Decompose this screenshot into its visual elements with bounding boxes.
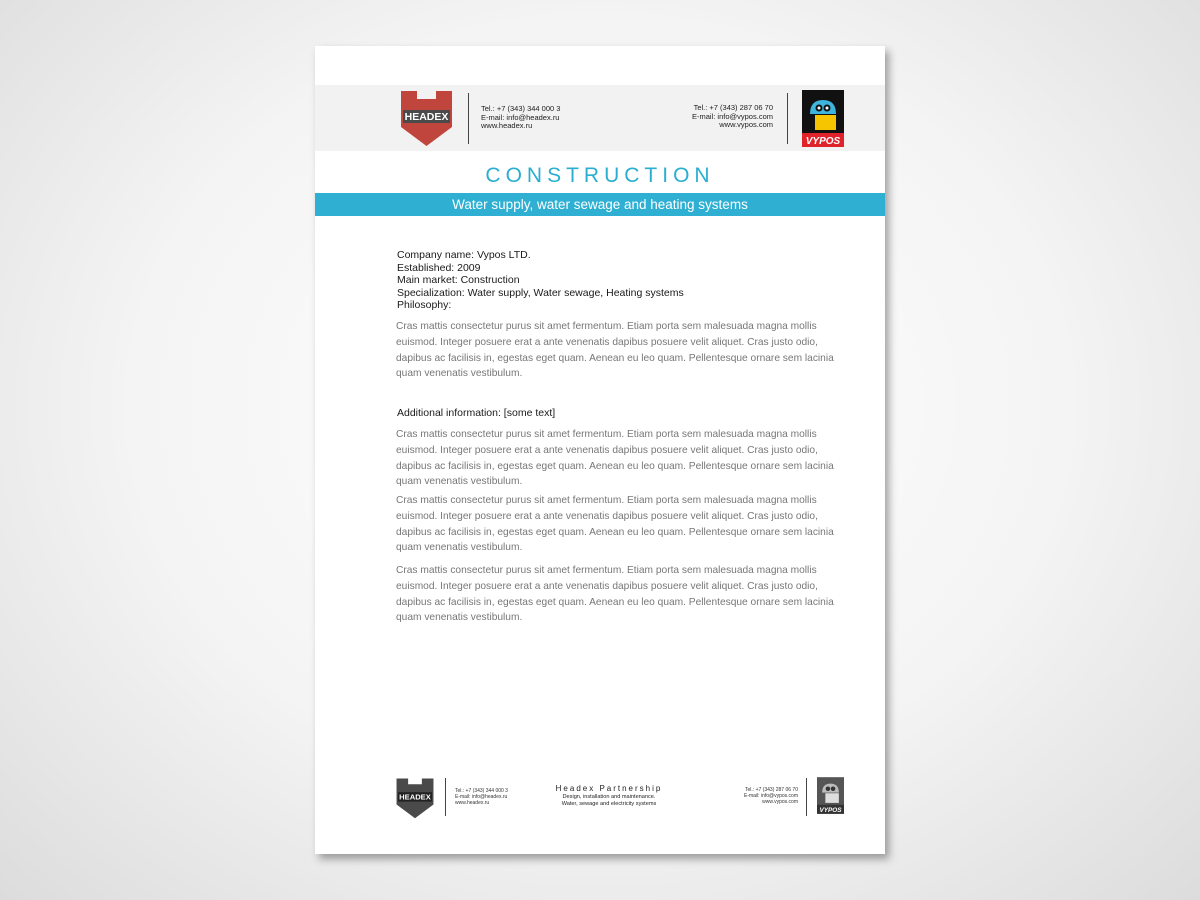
footer-vypos-contact [744, 787, 798, 805]
vypos-email: E-mail: info@vypos.com [692, 111, 773, 121]
footer-partnership [539, 784, 679, 807]
footer-headex-email: E-mail: info@headex.ru [455, 794, 508, 800]
footer-headex-logo-text: HEADEX [399, 792, 431, 802]
footer-vypos-email: E-mail: info@vypos.com [744, 793, 798, 799]
headex-website: www.headex.ru [481, 121, 533, 130]
vypos-contact [692, 104, 773, 130]
headex-phone: Tel.: +7 (343) 344 000 3 [481, 104, 561, 113]
body-paragraph-3: Cras mattis consectetur purus sit amet fermentum. Etiam porta sem malesuada magna mollis euismod. Integer posuere erat a ante venenatis dapibus posuere velit aliquet. Cras justo odio, dapibus ac facilisis in, egestas eget quam. Aenean eu leo quam. Pellentesque ornare sem lacinia quam venenatis vestibulum. [396, 565, 834, 624]
footer-divider-right [806, 778, 807, 816]
footer-vypos-logo [817, 777, 844, 814]
header-divider-left [468, 93, 469, 144]
headex-email: E-mail: info@headex.ru [481, 112, 560, 122]
footer-vypos-logo-text: VYPOS [819, 806, 842, 814]
subtitle-band: Water supply, water sewage and heating systems [315, 193, 885, 216]
vypos-website: www.vypos.com [719, 120, 773, 129]
headex-contact [481, 105, 560, 131]
partnership-line-2: Water, sewage and electricity systems [561, 800, 657, 807]
headex-logo-text: HEADEX [404, 111, 449, 123]
vypos-logo [802, 90, 844, 147]
company-info [397, 249, 817, 312]
body-paragraph-2: Cras mattis consectetur purus sit amet fermentum. Etiam porta sem malesuada magna mollis euismod. Integer posuere erat a ante venenatis dapibus posuere velit aliquet. Cras justo odio, dapibus ac facilisis in, egestas eget quam. Aenean eu leo quam. Pellentesque ornare sem lacinia quam venenatis vestibulum. [396, 495, 834, 554]
vypos-phone: Tel.: +7 (343) 287 06 70 [693, 103, 773, 112]
headex-logo [399, 89, 454, 147]
company-name: Company name: Vypos LTD. [397, 249, 531, 261]
page-title: CONSTRUCTION [485, 164, 715, 187]
footer-headex-logo [395, 777, 435, 819]
letterhead-page [315, 46, 885, 854]
partnership-line-1: Design, installation and maintenance. [562, 794, 656, 800]
footer-headex-website: www.headex.ru [455, 800, 490, 806]
main-market: Main market: Construction [397, 274, 520, 286]
footer-divider-left [445, 778, 446, 816]
footer-vypos-website: www.vypos.com [762, 799, 798, 805]
specialization: Specialization: Water supply, Water sewage, Heating systems [397, 286, 684, 299]
footer-headex-phone: Tel.: +7 (343) 344 000 3 [455, 788, 508, 794]
vypos-logo-text: VYPOS [805, 136, 841, 147]
philosophy-label: Philosophy: [397, 299, 452, 311]
footer-headex-contact [455, 788, 508, 806]
philosophy-paragraph: Cras mattis consectetur purus sit amet fermentum. Etiam porta sem malesuada magna mollis euismod. Integer posuere erat a ante venenatis dapibus posuere velit aliquet. Cras justo odio, dapibus ac facilisis in, egestas eget quam. Aenean eu leo quam. Pellentesque ornare sem lacinia quam venenatis vestibulum. [396, 321, 834, 380]
partnership-name: Headex Partnership [555, 784, 663, 793]
header-divider-right [787, 93, 788, 144]
body-paragraph-1: Cras mattis consectetur purus sit amet fermentum. Etiam porta sem malesuada magna mollis euismod. Integer posuere erat a ante venenatis dapibus posuere velit aliquet. Cras justo odio, dapibus ac facilisis in, egestas eget quam. Aenean eu leo quam. Pellentesque ornare sem lacinia quam venenatis vestibulum. [396, 429, 834, 488]
additional-info-heading: Additional information: [some text] [397, 407, 556, 419]
footer-vypos-phone: Tel.: +7 (343) 287 06 70 [745, 787, 798, 793]
established: Established: 2009 [397, 261, 481, 274]
